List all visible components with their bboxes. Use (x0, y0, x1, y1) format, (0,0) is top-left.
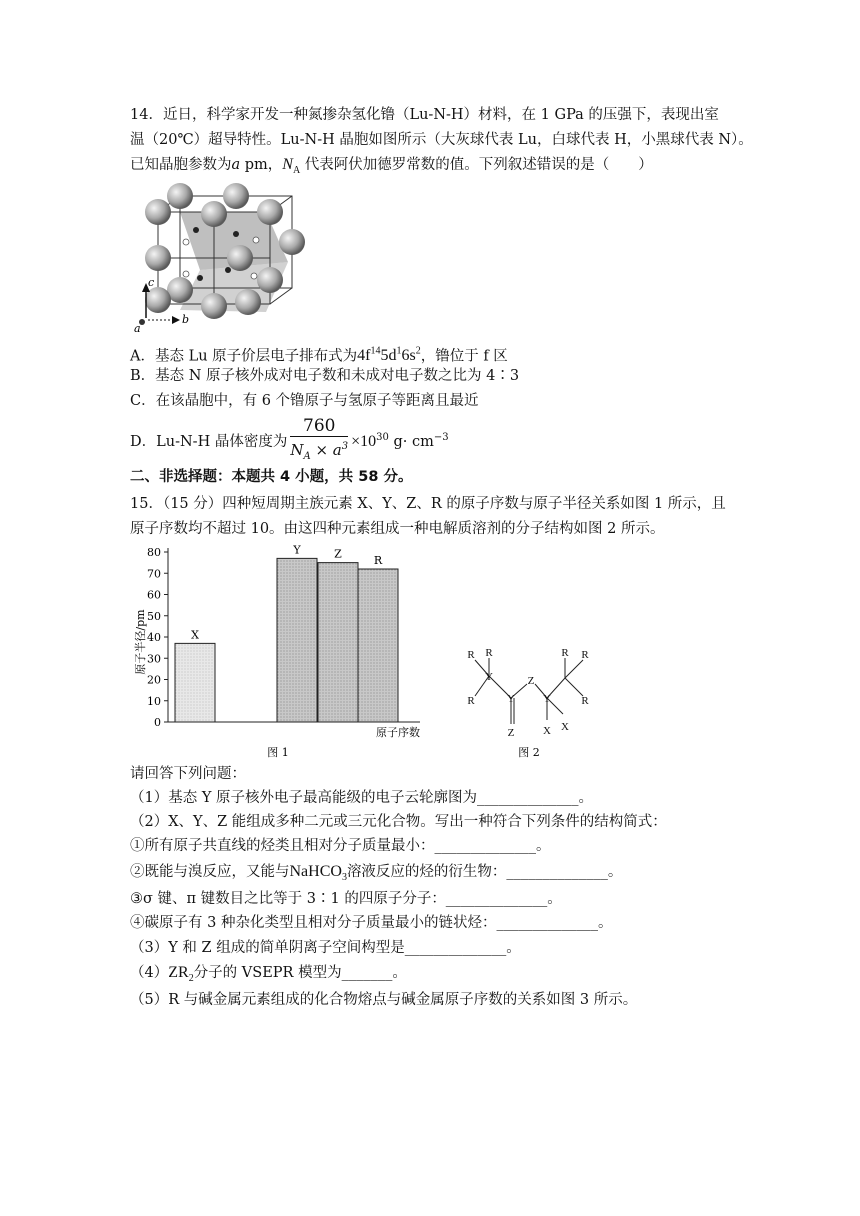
q14-option-b: B．基态 N 原子核外成对电子数和未成对电子数之比为 4∶3 (130, 368, 520, 384)
atom-label-r: R (561, 647, 569, 659)
bar-label-r: R (373, 554, 383, 567)
q14-line2: 温（20℃）超导特性。Lu-N-H 晶胞如图所示（大灰球代表 Lu，白球代表 H，小黑球代表 N）。 (130, 132, 753, 148)
y-tick-label: 60 (147, 588, 161, 602)
q15-part-2-4: ④碳原子有 3 种杂化类型且相对分子质量最小的链状烃：______________。 (130, 915, 613, 931)
figure-2-caption: 图 2 (518, 746, 540, 759)
y-tick-label: 0 (154, 716, 161, 729)
bar-y (277, 558, 317, 722)
q14-line1: 14．近日，科学家开发一种氮掺杂氢化镥（Lu-N-H）材料，在 1 GPa 的压强下，表现出室 (130, 107, 719, 123)
atom-label-y: Y (485, 671, 493, 683)
q14-option-a: A．基态 Lu 原子价层电子排布式为$4f^{14}5d^16s^2$，镥位于 f 区 (130, 346, 508, 365)
q15-line1: 15．（15 分）四种短周期主族元素 X、Y、Z、R 的原子序数与原子半径关系如图 1 所示，且 (130, 496, 726, 512)
axis-b-label: b (182, 313, 190, 326)
q15-part-2-3: ③σ 键、π 键数目之比等于 3∶1 的四原子分子：______________。 (130, 891, 562, 907)
y-tick-label: 70 (147, 567, 161, 581)
y-tick-label: 20 (147, 673, 161, 687)
y-tick-label: 80 (147, 546, 161, 559)
atom-label-y: Y (507, 693, 515, 705)
q14-option-c: C．在该晶胞中，有 6 个镥原子与氢原子等距离且最近 (130, 393, 479, 409)
q15-part-1: （1）基态 Y 原子核外电子最高能级的电子云轮廓图为______________。 (130, 790, 594, 806)
y-tick-label: 50 (147, 609, 161, 623)
bar-x (175, 643, 215, 722)
q15-part-2: （2）X、Y、Z 能组成多种二元或三元化合物。写出一种符合下列条件的结构简式： (130, 814, 667, 830)
atom-label-r: R (467, 649, 475, 661)
y-tick-label: 30 (147, 652, 161, 666)
bar-r (358, 569, 398, 722)
q15-part-5: （5）R 与碱金属元素组成的化合物熔点与碱金属原子序数的关系如图 3 所示。 (130, 992, 638, 1008)
q15-line2: 原子序数均不超过 10。由这四种元素组成一种电解质溶剂的分子结构如图 2 所示。 (130, 521, 665, 537)
figure-1-bar-chart (130, 542, 430, 762)
bar-label-z: Z (334, 547, 342, 561)
figure-1-caption: 图 1 (267, 746, 289, 759)
atom-label-z: Z (507, 727, 515, 739)
q14-option-d: D．Lu-N-H 晶体密度为 $\frac{760}{N_A \times a^3}$ $\times 10^{30}$ $g\cdot cm^{-3}$ (130, 416, 449, 463)
q14-line3: 已知晶胞参数为a pm，$N_A$ 代表阿伏加德罗常数的值。下列叙述错误的是（ ） (130, 156, 653, 177)
y-axis-label: 原子半径/pm (134, 609, 147, 675)
axis-a-label: a (134, 322, 141, 332)
y-tick-label: 10 (147, 694, 161, 708)
section-2-heading: 二、非选择题：本题共 4 小题，共 58 分。 (130, 469, 413, 485)
axis-c-label: c (148, 276, 155, 289)
atom-label-x: X (543, 725, 551, 737)
bar-z (318, 563, 358, 722)
atom-label-y: Y (543, 693, 551, 705)
atom-label-r: R (485, 647, 493, 659)
q15-prompt: 请回答下列问题： (130, 766, 246, 782)
atom-label-r: R (581, 649, 589, 661)
atom-label-r: R (467, 695, 475, 707)
atom-label-x: X (561, 721, 569, 733)
bar-label-x: X (191, 628, 199, 642)
q15-part-4: $(4)ZR_2$分子的 VSEPR 模型为_______。 (130, 964, 407, 985)
y-tick-label: 40 (147, 631, 161, 644)
x-axis-label: 原子序数 (376, 726, 420, 739)
bar-label-y: Y (293, 543, 301, 557)
figure-2-molecule-structure (455, 640, 615, 762)
q15-part-3: （3）Y 和 Z 组成的简单阴离子空间构型是______________。 (130, 940, 521, 956)
lu-n-h-unit-cell-figure (128, 182, 308, 332)
atom-label-r: R (581, 695, 589, 707)
q15-part-2-2: ②既能与溴反应，又能与NaHCO$_3$溶液反应的烃的衍生物：______________。 (130, 863, 623, 884)
atom-label-z: Z (527, 675, 535, 687)
q15-part-2-1: ①所有原子共直线的烃类且相对分子质量最小：______________。 (130, 838, 551, 854)
